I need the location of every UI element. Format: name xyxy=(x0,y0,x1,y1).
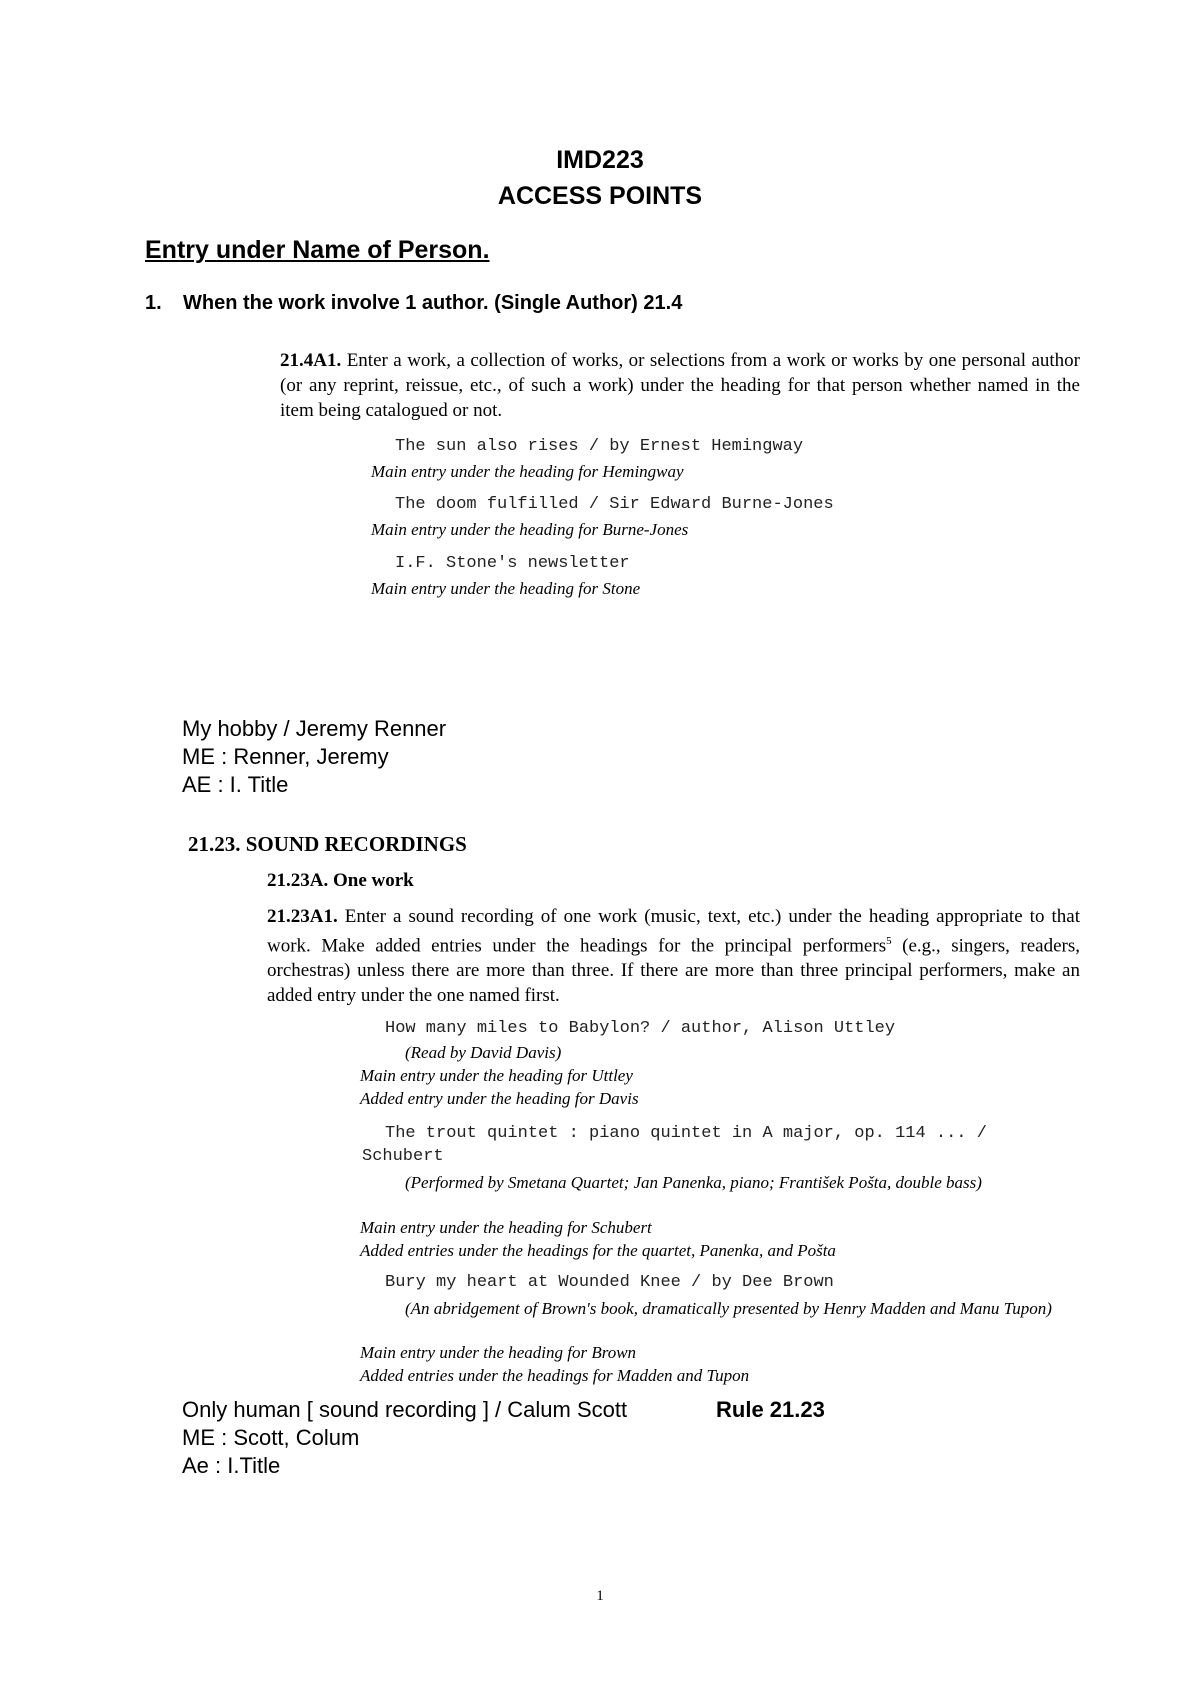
example-detail: (Performed by Smetana Quartet; Jan Panenka, piano; František Pošta, double bass) xyxy=(405,1173,982,1192)
example-title: The trout quintet : piano quintet in A major, op. 114 ... / xyxy=(385,1124,987,1143)
example-title: How many miles to Babylon? / author, Alison Uttley xyxy=(385,1019,896,1038)
example-title: Bury my heart at Wounded Knee / by Dee Brown xyxy=(385,1273,834,1292)
footnote-mark: 5 xyxy=(886,935,892,947)
section-heading-person: Entry under Name of Person. xyxy=(145,236,490,264)
student-example-line: Only human [ sound recording ] / Calum Scott xyxy=(182,1397,628,1422)
example-title: The doom fulfilled / Sir Edward Burne-Jones xyxy=(395,495,834,514)
rule-text: (e.g., singers, readers, orchestras) unless there are more than three. If there are more than three principal performers, make an added entry under the one named first. xyxy=(267,935,1081,1007)
example-added-entry: Added entries under the headings for Madden and Tupon xyxy=(360,1366,750,1385)
rule-text: Enter a sound recording of one work (music, text, etc.) under the heading appropriate to that work. Make added entries under the headings for the principal performers xyxy=(267,906,1081,957)
example-title: I.F. Stone's newsletter xyxy=(395,554,630,573)
student-example-line: AE : I. Title xyxy=(182,772,289,797)
subsection-heading: 21.23A. One work xyxy=(267,870,414,891)
example-main-entry: Main entry under the heading for Brown xyxy=(360,1343,637,1362)
example-title: The sun also rises / by Ernest Hemingway xyxy=(395,437,804,456)
rule-text: Enter a work, a collection of works, or selections from a work or works by one personal author (or any reprint, reissue, etc., of such a work) under the heading for that person whether named in the item being catalogued or not. xyxy=(280,350,1080,421)
student-example-line: My hobby / Jeremy Renner xyxy=(182,716,447,741)
document-title: ACCESS POINTS xyxy=(497,182,703,210)
rule-label: 21.4A1. xyxy=(280,350,342,371)
rule-21-23a1 xyxy=(267,904,1080,1008)
rule-label: 21.23A1. xyxy=(267,906,338,927)
course-code: IMD223 xyxy=(556,146,644,174)
example-added-entry: Added entry under the heading for Davis xyxy=(360,1089,639,1108)
example-added-entry: Added entries under the headings for the quartet, Panenka, and Pošta xyxy=(360,1241,836,1260)
example-note: Main entry under the heading for Hemingway xyxy=(371,462,684,481)
section-heading-sound-recordings: 21.23. SOUND RECORDINGS xyxy=(188,832,467,856)
list-item-number: 1. xyxy=(145,292,162,314)
list-item-single-author: When the work involve 1 author. (Single Author) 21.4 xyxy=(183,292,683,314)
example-title-continued: Schubert xyxy=(362,1147,444,1166)
example-detail: (An abridgement of Brown's book, dramatically presented by Henry Madden and Manu Tupon) xyxy=(405,1299,1052,1318)
example-detail: (Read by David Davis) xyxy=(405,1043,562,1062)
example-note: Main entry under the heading for Burne-Jones xyxy=(371,520,689,539)
student-example-line: Ae : I.Title xyxy=(182,1453,281,1478)
rule-reference: Rule 21.23 xyxy=(716,1397,825,1422)
example-note: Main entry under the heading for Stone xyxy=(371,579,641,598)
example-main-entry: Main entry under the heading for Schubert xyxy=(360,1218,652,1237)
rule-21-4a1 xyxy=(280,348,1080,423)
page-number: 1 xyxy=(596,1588,604,1604)
student-example-line: ME : Renner, Jeremy xyxy=(182,744,389,769)
student-example-line: ME : Scott, Colum xyxy=(182,1425,360,1450)
example-main-entry: Main entry under the heading for Uttley xyxy=(360,1066,633,1085)
